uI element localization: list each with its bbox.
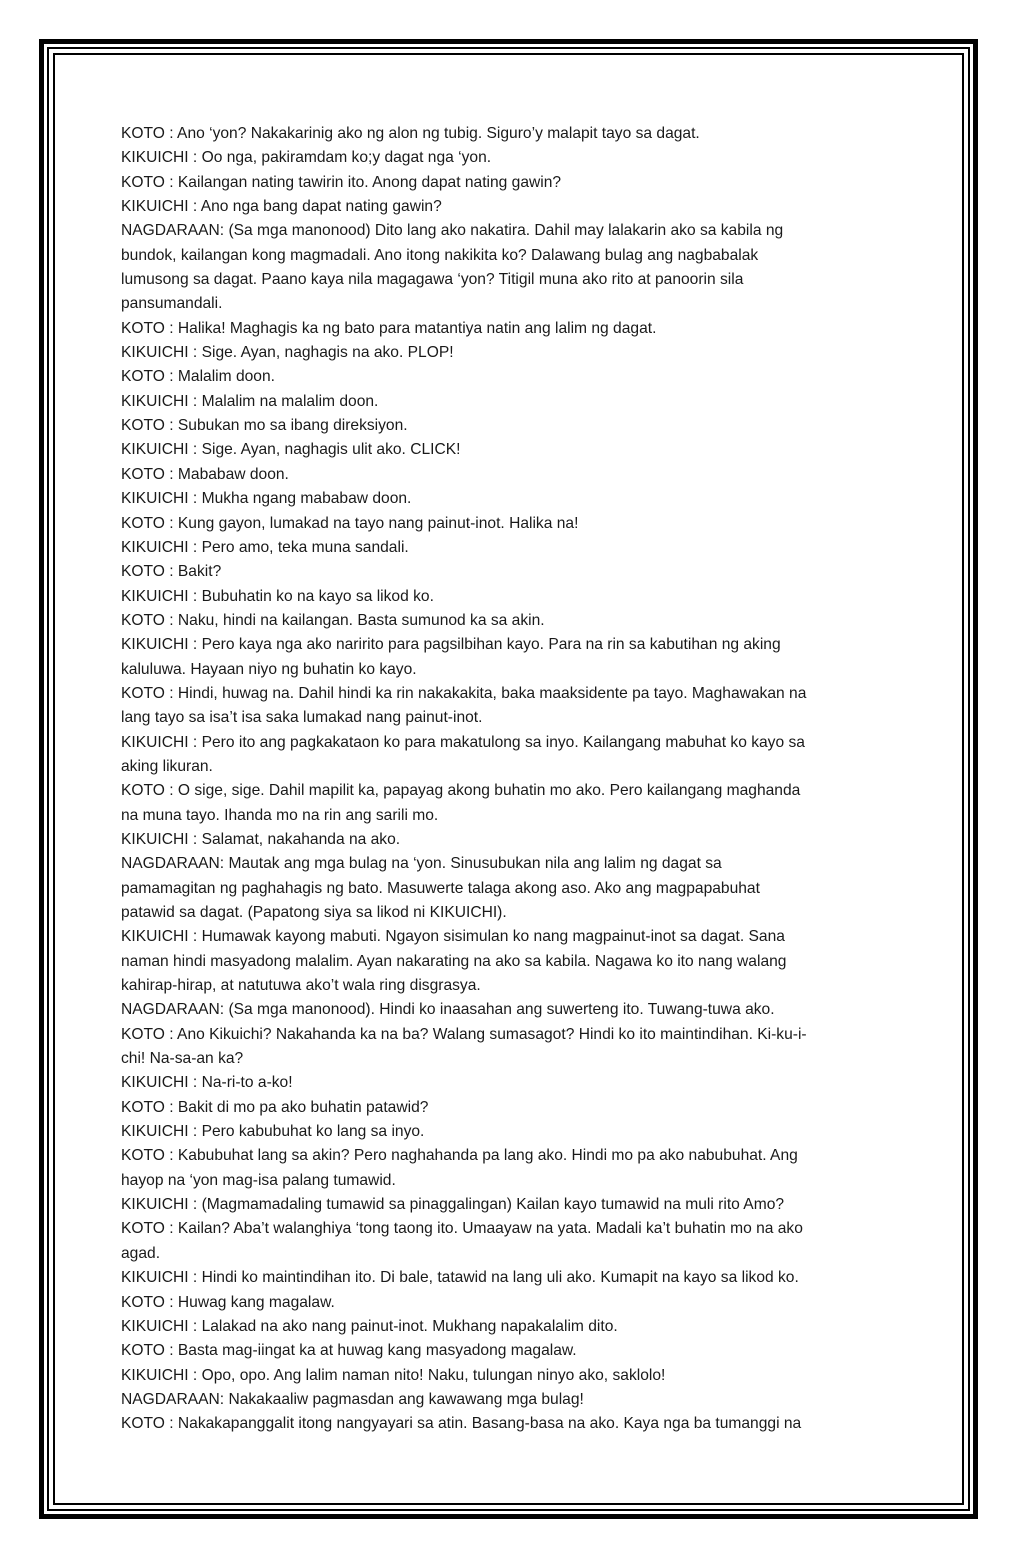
script-line: agad. bbox=[121, 1244, 161, 1262]
script-line: KIKUICHI : Oo nga, pakiramdam ko;y dagat nga ‘yon. bbox=[121, 149, 492, 167]
script-line: KIKUICHI : Pero ito ang pagkakataon ko para makatulong sa inyo. Kailangang mabuhat ko kayo sa bbox=[121, 733, 805, 751]
script-line: KIKUICHI : Pero kabubuhat ko lang sa inyo. bbox=[121, 1123, 425, 1141]
script-line: naman hindi masyadong malalim. Ayan nakarating na ako sa kabila. Nagawa ko ito nang walang bbox=[121, 952, 787, 970]
script-line: lumusong sa dagat. Paano kaya nila magagawa ‘yon? Titigil muna ako rito at panoorin sila bbox=[121, 271, 744, 289]
script-line: KIKUICHI : Mukha ngang mababaw doon. bbox=[121, 490, 412, 508]
script-line: KOTO : Bakit di mo pa ako buhatin patawid? bbox=[121, 1098, 429, 1116]
script-line: KOTO : Kung gayon, lumakad na tayo nang painut-inot. Halika na! bbox=[121, 514, 579, 532]
script-line: NAGDARAAN: (Sa mga manonood). Hindi ko inaasahan ang suwerteng ito. Tuwang-tuwa ako. bbox=[121, 1001, 775, 1019]
script-line: KIKUICHI : Bubuhatin ko na kayo sa likod ko. bbox=[121, 587, 434, 605]
script-line: KIKUICHI : Lalakad na ako nang painut-inot. Mukhang napakalalim dito. bbox=[121, 1317, 618, 1335]
script-text bbox=[121, 122, 905, 1437]
script-line: KIKUICHI : Malalim na malalim doon. bbox=[121, 392, 379, 410]
script-line: pansumandali. bbox=[121, 295, 223, 313]
script-line: KOTO : Naku, hindi na kailangan. Basta sumunod ka sa akin. bbox=[121, 611, 545, 629]
script-line: NAGDARAAN: Mautak ang mga bulag na ‘yon. Sinusubukan nila ang lalim ng dagat sa bbox=[121, 855, 722, 873]
script-line: KIKUICHI : Salamat, nakahanda na ako. bbox=[121, 830, 401, 848]
script-line: kahirap-hirap, at natutuwa ako’t wala ring disgrasya. bbox=[121, 977, 481, 995]
script-line: KOTO : Ano Kikuichi? Nakahanda ka na ba? Walang sumasagot? Hindi ko ito maintindihan. Ki-ku-i- bbox=[121, 1025, 807, 1043]
script-line: KOTO : Subukan mo sa ibang direksiyon. bbox=[121, 417, 408, 435]
script-line: KOTO : Ano ‘yon? Nakakarinig ako ng alon ng tubig. Siguro’y malapit tayo sa dagat. bbox=[121, 125, 700, 142]
script-line: patawid sa dagat. (Papatong siya sa likod ni KIKUICHI). bbox=[121, 904, 507, 921]
script-line: KOTO : Mababaw doon. bbox=[121, 465, 289, 483]
script-line: kaluluwa. Hayaan niyo ng buhatin ko kayo. bbox=[121, 660, 417, 678]
script-line: aking likuran. bbox=[121, 757, 213, 775]
script-line: KIKUICHI : Na-ri-to a-ko! bbox=[121, 1074, 293, 1092]
script-line: KOTO : Nakakapanggalit itong nangyayari sa atin. Basang-basa na ako. Kaya nga ba tumanggi na bbox=[121, 1415, 802, 1433]
script-line: KIKUICHI : Pero kaya nga ako naririto para pagsilbihan kayo. Para na rin sa kabutihan ng aking bbox=[121, 636, 781, 654]
script-line: KOTO : Hindi, huwag na. Dahil hindi ka rin nakakakita, baka maaksidente pa tayo. Maghawakan na bbox=[121, 684, 807, 702]
script-line: pamamagitan ng paghahagis ng bato. Masuwerte talaga akong aso. Ako ang magpapabuhat bbox=[121, 879, 760, 897]
script-line: na muna tayo. Ihanda mo na rin ang sarili mo. bbox=[121, 806, 439, 824]
script-line: KIKUICHI : Opo, opo. Ang lalim naman nito! Naku, tulungan ninyo ako, saklolo! bbox=[121, 1366, 666, 1384]
script-line: KOTO : Basta mag-iingat ka at huwag kang masyadong magalaw. bbox=[121, 1342, 577, 1360]
script-line: chi! Na-sa-an ka? bbox=[121, 1050, 244, 1068]
script-line: KOTO : Kabubuhat lang sa akin? Pero naghahanda pa lang ako. Hindi mo pa ako nabubuhat. Ang bbox=[121, 1147, 798, 1165]
script-line: KOTO : O sige, sige. Dahil mapilit ka, papayag akong buhatin mo ako. Pero kailangang maghanda bbox=[121, 782, 801, 800]
script-line: KIKUICHI : Pero amo, teka muna sandali. bbox=[121, 538, 409, 556]
script-line: KIKUICHI : Ano nga bang dapat nating gawin? bbox=[121, 198, 442, 216]
script-line: KOTO : Halika! Maghagis ka ng bato para matantiya natin ang lalim ng dagat. bbox=[121, 319, 657, 337]
script-line: NAGDARAAN: (Sa mga manonood) Dito lang ako nakatira. Dahil may lalakarin ako sa kabila ng bbox=[121, 222, 784, 240]
script-line: KOTO : Bakit? bbox=[121, 563, 222, 581]
script-line: KIKUICHI : Humawak kayong mabuti. Ngayon sisimulan ko nang magpainut-inot sa dagat. Sana bbox=[121, 928, 785, 946]
script-line: KIKUICHI : Sige. Ayan, naghagis ulit ako. CLICK! bbox=[121, 441, 461, 459]
script-line: NAGDARAAN: Nakakaaliw pagmasdan ang kawawang mga bulag! bbox=[121, 1390, 584, 1408]
script-line: KIKUICHI : (Magmamadaling tumawid sa pinaggalingan) Kailan kayo tumawid na muli rito Amo? bbox=[121, 1196, 785, 1214]
script-line: KOTO : Huwag kang magalaw. bbox=[121, 1293, 335, 1311]
script-line: bundok, kailangan kong magmadali. Ano itong nakikita ko? Dalawang bulag ang nagbabalak bbox=[121, 246, 759, 264]
script-line: KIKUICHI : Hindi ko maintindihan ito. Di bale, tatawid na lang uli ako. Kumapit na kayo sa likod ko. bbox=[121, 1269, 799, 1287]
script-line: KIKUICHI : Sige. Ayan, naghagis na ako. PLOP! bbox=[121, 344, 454, 362]
script-line: KOTO : Kailangan nating tawirin ito. Anong dapat nating gawin? bbox=[121, 173, 562, 191]
script-line: KOTO : Malalim doon. bbox=[121, 368, 275, 386]
script-line: hayop na ‘yon mag-isa palang tumawid. bbox=[121, 1171, 396, 1189]
script-line: KOTO : Kailan? Aba’t walanghiya ‘tong taong ito. Umaayaw na yata. Madali ka’t buhatin mo na ako bbox=[121, 1220, 803, 1238]
script-line: lang tayo sa isa’t isa saka lumakad nang painut-inot. bbox=[121, 709, 483, 727]
